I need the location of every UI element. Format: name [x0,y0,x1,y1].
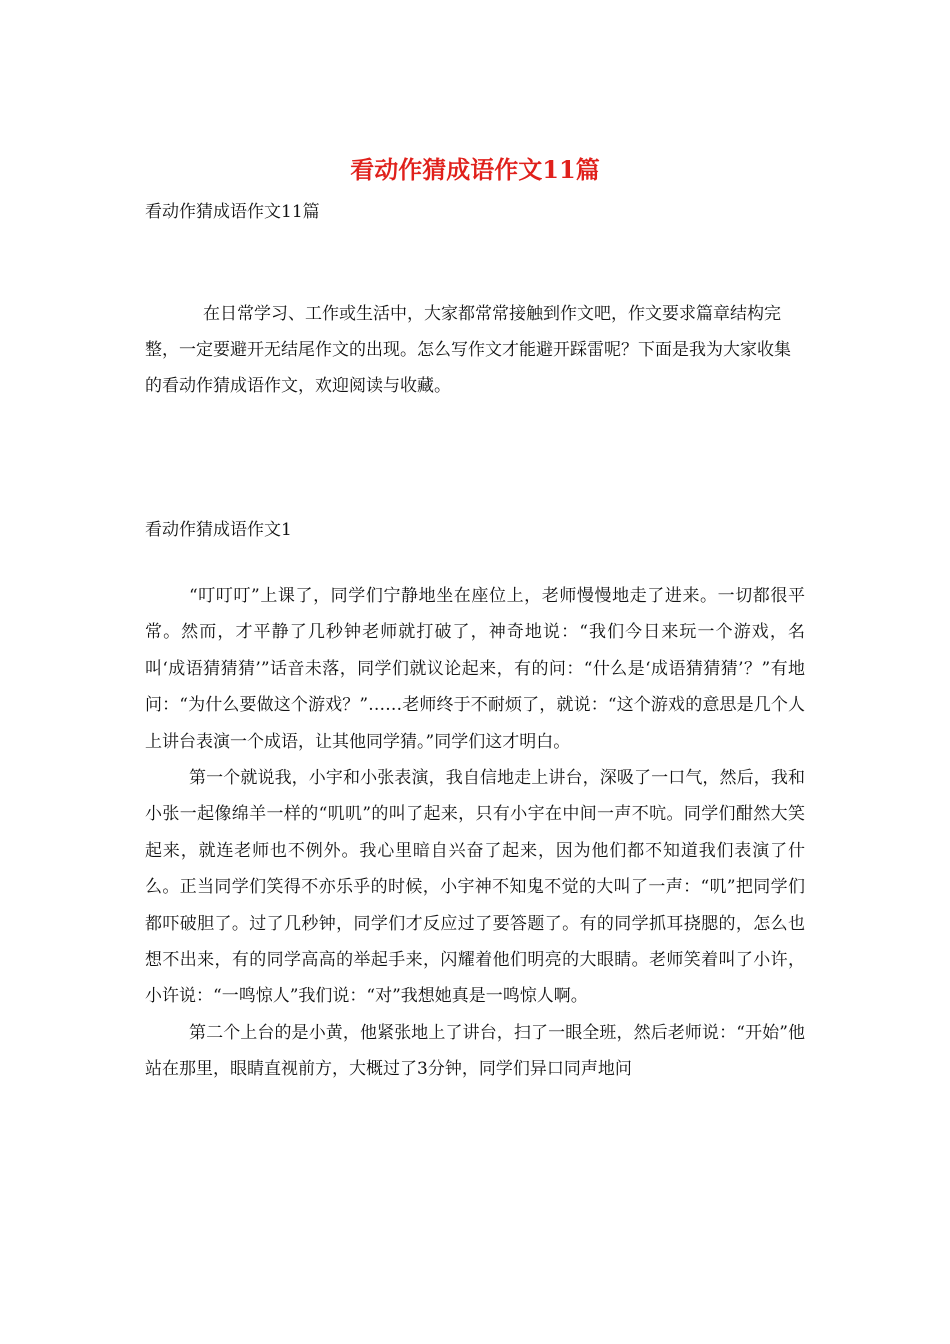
essay-paragraph: “叮叮叮”上课了，同学们宁静地坐在座位上，老师慢慢地走了进来。一切都很平常。然而，才平静了几秒钟老师就打破了，神奇地说：“我们今日来玩一个游戏，名叫‘成语猜猜猜’”话音未落，同学们就议论起来，有的问：“什么是‘成语猜猜猜’？”有地问：“为什么要做这个游戏？”……老师终于不耐烦了，就说：“这个游戏的意思是几个人上讲台表演一个成语，让其他同学猜。”同学们这才明白。 [145,586,805,752]
intro-paragraph: 在日常学习、工作或生活中，大家都常常接触到作文吧，作文要求篇章结构完整，一定要避开无结尾作文的出现。怎么写作文才能避开踩雷呢？下面是我为大家收集的看动作猜成语作文，欢迎阅读与收藏。 [145,304,791,396]
essay-paragraph: 第二个上台的是小黄，他紧张地上了讲台，扫了一眼全班，然后老师说：“开始”他站在那里，眼睛直视前方，大概过了3分钟，同学们异口同声地问 [145,1022,805,1080]
document-subtitle: 看动作猜成语作文11篇 [145,202,320,222]
document-title: 看动作猜成语作文11篇 [350,155,600,184]
essay-paragraph: 第一个就说我，小宇和小张表演，我自信地走上讲台，深吸了一口气，然后，我和小张一起像绵羊一样的“叽叽”的叫了起来，只有小宇在中间一声不吭。同学们酣然大笑起来，就连老师也不例外。我心里暗自兴奋了起来，因为他们都不知道我们表演了什么。正当同学们笑得不亦乐乎的时候，小宇神不知鬼不觉的大叫了一声：“叽”把同学们都吓破胆了。过了几秒钟，同学们才反应过了要答题了。有的同学抓耳挠腮的，怎么也想不出来，有的同学高高的举起手来，闪耀着他们明亮的大眼睛。老师笑着叫了小许，小许说：“一鸣惊人”我们说：“对”我想她真是一鸣惊人啊。 [145,768,805,1007]
essay-body [145,578,805,1088]
section-heading: 看动作猜成语作文1 [145,520,292,540]
